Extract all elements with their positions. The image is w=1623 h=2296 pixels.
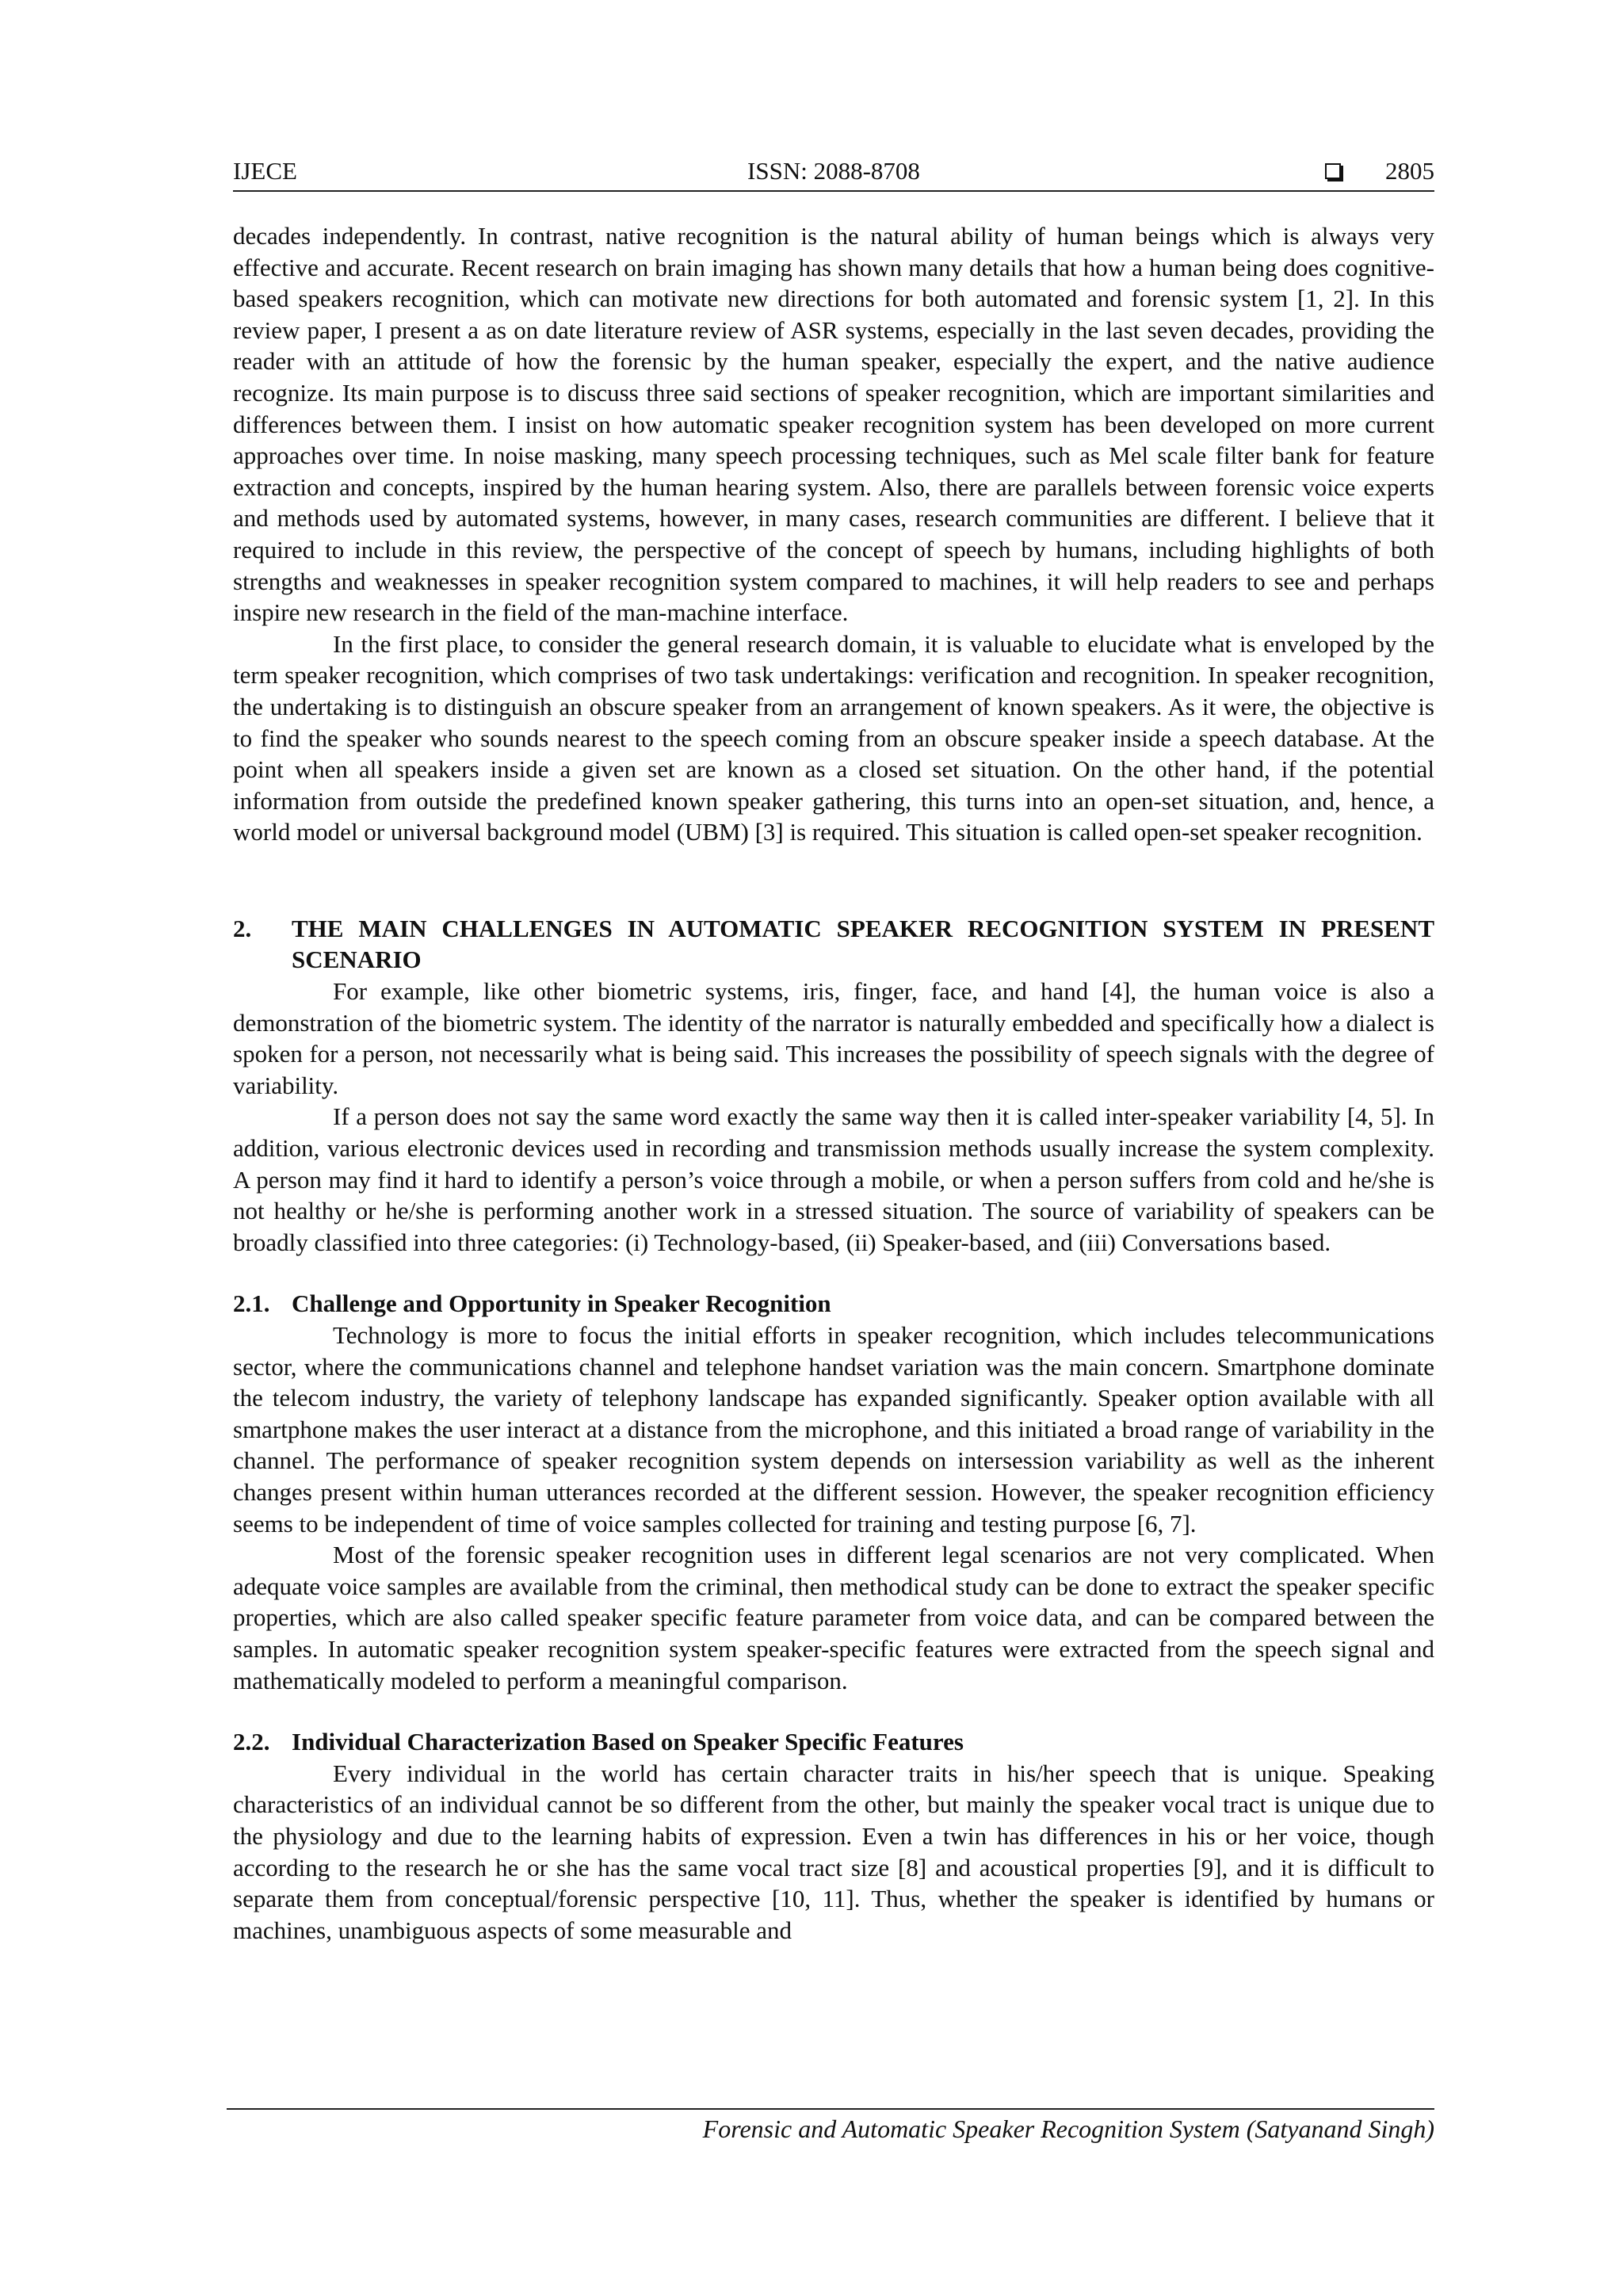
subsection-title: Individual Characterization Based on Speaker Specific Features (292, 1728, 964, 1756)
subsection-number: 2.2. (233, 1728, 270, 1756)
page-number: 2805 (1385, 157, 1434, 185)
issn-label: ISSN: 2088-8708 (747, 157, 920, 185)
subsection-heading (233, 1726, 1434, 1758)
subsection-number: 2.1. (233, 1289, 270, 1318)
body-paragraph: Every individual in the world has certain character traits in his/her speech that is unique. Speaking characteristics of an individual cannot be so different from the other, but mainly the speaker vocal tract is unique due to the physiology and due to the learning habits of expression. Even a twin has differences in his or her voice, though according to the research he or she has the same vocal tract size [8] and acoustical properties [9], and it is difficult to separate them from conceptual/forensic perspective [10, 11]. Thus, whether the speaker is identified by humans or machines, unambiguous aspects of some measurable and (233, 1759, 1434, 1944)
section-heading (233, 913, 1434, 976)
subsection-heading (233, 1288, 1434, 1320)
page-body (233, 220, 1434, 1946)
section-number: 2. (233, 914, 252, 942)
subsection-title: Challenge and Opportunity in Speaker Recognition (292, 1289, 831, 1318)
running-title: Forensic and Automatic Speaker Recognition System (Satyanand Singh) (702, 2115, 1434, 2143)
journal-name: IJECE (233, 157, 297, 185)
body-paragraph: For example, like other biometric systems, iris, finger, face, and hand [4], the human voice is also a demonstration of the biometric system. The identity of the narrator is naturally embedded and specifically how a dialect is spoken for a person, not necessarily what is being said. This increases the possibility of speech signals with the degree of variability. (233, 977, 1434, 1099)
section-title: THE MAIN CHALLENGES IN AUTOMATIC SPEAKER RECOGNITION SYSTEM IN PRESENT SCENARIO (292, 914, 1434, 974)
page-footer (227, 2108, 1434, 2144)
body-paragraph: If a person does not say the same word exactly the same way then it is called inter-speaker variability [4, 5]. In addition, various electronic devices used in recording and transmission methods usually increase the system complexity. A person may find it hard to identify a person’s voice through a mobile, or when a person suffers from cold and he/she is not healthy or he/she is performing another work in a stressed situation. The source of variability of speakers can be broadly classified into three categories: (i) Technology-based, (ii) Speaker-based, and (iii) Conversations based. (233, 1102, 1434, 1256)
page-number-group (1325, 157, 1434, 185)
body-paragraph: decades independently. In contrast, native recognition is the natural ability of human beings which is always very effective and accurate. Recent research on brain imaging has shown many details that how a human being does cognitive-based speakers recognition, which can motivate new directions for both automated and forensic system [1, 2]. In this review paper, I present a as on date literature review of ASR systems, especially in the last seven decades, providing the reader with an attitude of how the forensic by the human speaker, especially the expert, and the native audience recognize. Its main purpose is to discuss three said sections of speaker recognition, which are important similarities and differences between them. I insist on how automatic speaker recognition system has been developed on more current approaches over time. In noise masking, many speech processing techniques, such as Mel scale filter bank for feature extraction and concepts, inspired by the human hearing system. Also, there are parallels between forensic voice experts and methods used by automated systems, however, in many cases, research communities are different. I believe that it required to include in this review, the perspective of the concept of speech by humans, including highlights of both strengths and weaknesses in speaker recognition system compared to machines, it will help readers to see and perhaps inspire new research in the field of the man-machine interface. (233, 222, 1434, 627)
page-header (233, 151, 1434, 192)
body-paragraph: Technology is more to focus the initial efforts in speaker recognition, which includes telecommunications sector, where the communications channel and telephone handset variation was the main concern. Smartphone dominate the telecom industry, the variety of telephony landscape has expanded significantly. Speaker option available with all smartphone makes the user interact at a distance from the microphone, and this initiated a broad range of variability in the channel. The performance of speaker recognition system depends on intersession variability as well as the inherent changes present within human utterances recorded at the different session. However, the speaker recognition efficiency seems to be independent of time of voice samples collected for training and testing purpose [6, 7]. (233, 1321, 1434, 1538)
square-bullet-icon (1325, 163, 1341, 179)
body-paragraph: In the first place, to consider the general research domain, it is valuable to elucidate what is enveloped by the term speaker recognition, which comprises of two task undertakings: verification and recognition. In speaker recognition, the undertaking is to distinguish an obscure speaker from an arrangement of known speakers. As it were, the objective is to find the speaker who sounds nearest to the speech coming from an obscure speaker inside a speech database. At the point when all speakers inside a given set are known as a closed set situation. On the other hand, if the potential information from outside the predefined known speaker gathering, this turns into an open-set situation, and, hence, a world model or universal background model (UBM) [3] is required. This situation is called open-set speaker recognition. (233, 629, 1434, 846)
body-paragraph: Most of the forensic speaker recognition uses in different legal scenarios are not very complicated. When adequate voice samples are available from the criminal, then methodical study can be done to extract the speaker specific properties, which are also called speaker specific feature parameter from voice data, and can be compared between the samples. In automatic speaker recognition system speaker-specific features were extracted from the speech signal and mathematically modeled to perform a meaningful comparison. (233, 1541, 1434, 1694)
